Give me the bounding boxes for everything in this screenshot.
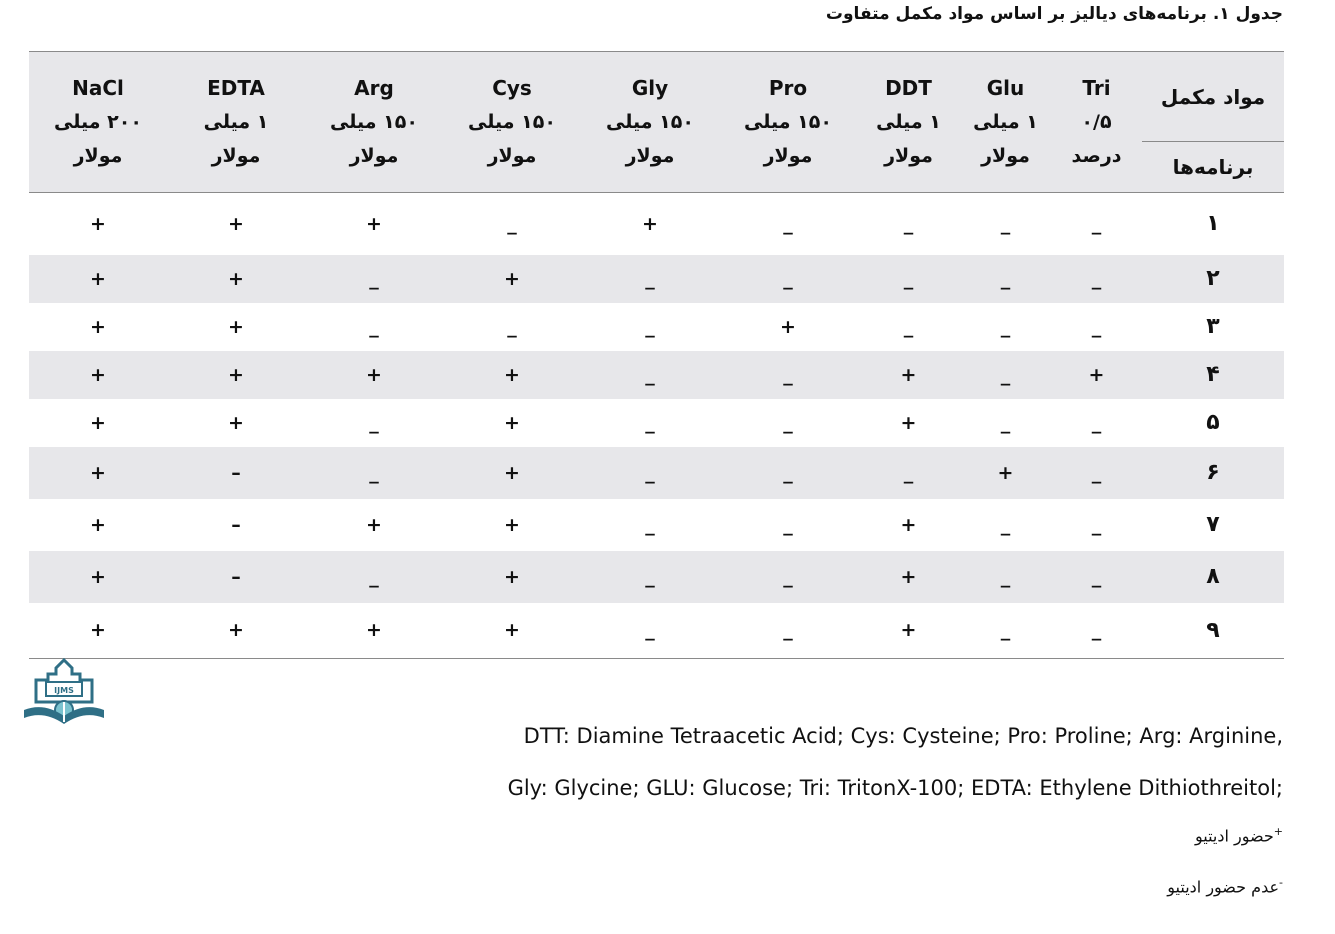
note-minus bbox=[383, 876, 1283, 896]
column-header-glu bbox=[960, 52, 1051, 193]
table-cell: + bbox=[960, 447, 1051, 499]
corner-header bbox=[1142, 52, 1284, 193]
minus-mark: - bbox=[1279, 876, 1283, 889]
table-cell: + bbox=[167, 351, 305, 399]
column-header-tri bbox=[1051, 52, 1142, 193]
table-cell: – bbox=[167, 447, 305, 499]
table-cell: _ bbox=[783, 513, 793, 536]
table-cell: + bbox=[504, 411, 520, 434]
program-number: ۸ bbox=[1142, 551, 1284, 603]
table-row bbox=[29, 193, 1284, 255]
table-cell: + bbox=[29, 447, 167, 499]
table-cell: + bbox=[504, 619, 520, 642]
program-number: ۵ bbox=[1206, 410, 1220, 435]
table-cell: _ bbox=[903, 315, 914, 338]
table-cell: _ bbox=[1091, 411, 1102, 434]
table-cell: + bbox=[900, 619, 917, 642]
column-header-line2: ۰/۵ bbox=[1081, 111, 1112, 133]
column-header-line3: درصد bbox=[1071, 145, 1122, 167]
column-header-name: Glu bbox=[986, 76, 1025, 100]
table-cell: + bbox=[29, 351, 167, 399]
table-cell: _ bbox=[1091, 619, 1102, 642]
column-header-line2: ۱۵۰ میلی bbox=[468, 111, 556, 133]
abbreviations-line-1: DTT: Diamine Tetraacetic Acid; Cys: Cysteine; Pro: Proline; Arg: Arginine, bbox=[523, 724, 1283, 748]
table-cell: _ bbox=[581, 351, 719, 399]
note-plus bbox=[383, 825, 1283, 845]
table-cell: _ bbox=[1000, 513, 1011, 536]
table-cell: _ bbox=[1091, 212, 1102, 235]
program-number: ۶ bbox=[1142, 447, 1284, 499]
table-cell: _ bbox=[719, 551, 857, 603]
table-cell: + bbox=[443, 447, 581, 499]
plus-text: حضور ادیتیو bbox=[1194, 826, 1274, 846]
table-row bbox=[29, 255, 1284, 303]
column-header-pro bbox=[719, 52, 857, 193]
table-cell: + bbox=[90, 513, 106, 536]
column-header-name: Tri bbox=[1082, 76, 1111, 100]
column-header-edta bbox=[167, 52, 305, 193]
table-cell: + bbox=[900, 411, 917, 434]
table-cell: – bbox=[167, 551, 305, 603]
column-header-line2: ۱ میلی bbox=[973, 111, 1038, 133]
table-cell: + bbox=[90, 411, 106, 434]
table-cell: _ bbox=[305, 447, 443, 499]
table-cell: + bbox=[29, 255, 167, 303]
table-cell: + bbox=[443, 255, 581, 303]
table-cell: + bbox=[366, 513, 382, 536]
table-cell: + bbox=[443, 351, 581, 399]
program-number: ۳ bbox=[1206, 314, 1220, 339]
minus-text: عدم حضور ادیتیو bbox=[1167, 877, 1280, 897]
table-caption: جدول ۱. برنامه‌های دیالیز بر اساس مواد مکمل متفاوت bbox=[825, 4, 1283, 24]
table-cell: _ bbox=[1051, 447, 1142, 499]
column-header-line3: مولار bbox=[73, 145, 123, 167]
column-header-line2: ۱۵۰ میلی bbox=[744, 111, 832, 133]
table-cell: – bbox=[231, 513, 241, 536]
program-number: ۷ bbox=[1206, 512, 1220, 537]
table-cell: _ bbox=[1000, 411, 1011, 434]
dialysis-table bbox=[29, 51, 1284, 659]
table-cell: _ bbox=[645, 411, 655, 434]
table-cell: + bbox=[90, 619, 106, 642]
table-cell: + bbox=[504, 513, 520, 536]
table-cell: + bbox=[857, 551, 960, 603]
corner-bottom-label: برنامه‌ها bbox=[1172, 155, 1254, 179]
table-cell: + bbox=[228, 315, 244, 338]
table-row bbox=[29, 447, 1284, 499]
program-number: ۹ bbox=[1206, 617, 1220, 643]
table-cell: + bbox=[90, 212, 106, 235]
table-cell: _ bbox=[1091, 315, 1102, 338]
table-cell: _ bbox=[645, 619, 655, 642]
corner-top-label: مواد مکمل bbox=[1142, 52, 1284, 142]
table-cell: + bbox=[228, 411, 244, 434]
table-cell: + bbox=[780, 315, 796, 338]
program-number: ۲ bbox=[1142, 255, 1284, 303]
table-cell: _ bbox=[719, 351, 857, 399]
table-cell: _ bbox=[581, 447, 719, 499]
column-header-line3: مولار bbox=[763, 145, 813, 167]
column-header-line3: مولار bbox=[884, 145, 933, 167]
table-cell: + bbox=[29, 551, 167, 603]
table-cell: _ bbox=[783, 212, 793, 235]
column-header-ddt bbox=[857, 52, 960, 193]
table-cell: _ bbox=[857, 447, 960, 499]
column-header-line2: ۱ میلی bbox=[203, 111, 269, 133]
table-cell: _ bbox=[960, 351, 1051, 399]
column-header-name: DDT bbox=[885, 76, 932, 100]
table-row bbox=[29, 499, 1284, 551]
table-cell: _ bbox=[857, 255, 960, 303]
column-header-cys bbox=[443, 52, 581, 193]
table-cell: _ bbox=[507, 315, 517, 338]
program-number: ۴ bbox=[1142, 351, 1284, 399]
table-cell: _ bbox=[369, 315, 379, 338]
table-cell: _ bbox=[1051, 551, 1142, 603]
table-row bbox=[29, 603, 1284, 659]
table-cell: _ bbox=[719, 447, 857, 499]
table-cell: + bbox=[857, 351, 960, 399]
column-header-line2: ۱۵۰ میلی bbox=[330, 111, 418, 133]
table-cell: _ bbox=[645, 315, 655, 338]
column-header-arg bbox=[305, 52, 443, 193]
abbreviations-line-2: Gly: Glycine; GLU: Glucose; Tri: TritonX-100; EDTA: Ethylene Dithiothreitol; bbox=[507, 776, 1283, 800]
table-row bbox=[29, 399, 1284, 447]
column-header-name: Pro bbox=[768, 76, 808, 100]
column-header-line2: ۲۰۰ میلی bbox=[54, 111, 142, 133]
table-cell: _ bbox=[369, 411, 379, 434]
table-cell: + bbox=[366, 619, 382, 642]
table-cell: _ bbox=[960, 551, 1051, 603]
table-cell: _ bbox=[783, 619, 793, 642]
table-cell: _ bbox=[1000, 619, 1011, 642]
table-cell: _ bbox=[1000, 212, 1011, 235]
table-cell: + bbox=[1051, 351, 1142, 399]
table-cell: _ bbox=[719, 255, 857, 303]
table-row bbox=[29, 551, 1284, 603]
column-header-name: Gly bbox=[631, 76, 669, 100]
column-header-name: Arg bbox=[354, 76, 394, 100]
column-header-name: EDTA bbox=[207, 76, 265, 100]
table-cell: + bbox=[167, 255, 305, 303]
table-cell: _ bbox=[645, 513, 655, 536]
table-cell: _ bbox=[581, 551, 719, 603]
table-cell: + bbox=[642, 212, 658, 235]
table-cell: _ bbox=[1091, 513, 1102, 536]
table-cell: + bbox=[443, 551, 581, 603]
column-header-line3: مولار bbox=[211, 145, 261, 167]
column-header-nacl bbox=[29, 52, 167, 193]
table-cell: + bbox=[900, 513, 917, 536]
table-cell: + bbox=[228, 619, 244, 642]
table-cell: _ bbox=[903, 212, 914, 235]
column-header-name: NaCl bbox=[72, 76, 124, 100]
table-cell: _ bbox=[1000, 315, 1011, 338]
table-cell: + bbox=[305, 351, 443, 399]
table-cell: + bbox=[228, 212, 244, 235]
column-header-name: Cys bbox=[492, 76, 532, 100]
table-cell: _ bbox=[581, 255, 719, 303]
table-cell: _ bbox=[507, 212, 517, 235]
table-row bbox=[29, 351, 1284, 399]
column-header-line3: مولار bbox=[625, 145, 675, 167]
table-cell: + bbox=[366, 212, 382, 235]
svg-text:IJMS: IJMS bbox=[54, 686, 74, 695]
table-cell: _ bbox=[305, 551, 443, 603]
program-number: ۱ bbox=[1206, 211, 1220, 237]
column-header-line3: مولار bbox=[349, 145, 399, 167]
table-cell: _ bbox=[305, 255, 443, 303]
table-cell: + bbox=[90, 315, 106, 338]
table-cell: _ bbox=[783, 411, 793, 434]
column-header-line3: مولار bbox=[981, 145, 1030, 167]
column-header-gly bbox=[581, 52, 719, 193]
column-header-line3: مولار bbox=[487, 145, 537, 167]
table-row bbox=[29, 303, 1284, 351]
table-cell: _ bbox=[1051, 255, 1142, 303]
column-header-line2: ۱۵۰ میلی bbox=[606, 111, 694, 133]
table-cell: _ bbox=[960, 255, 1051, 303]
journal-logo-icon bbox=[20, 658, 108, 728]
column-header-line2: ۱ میلی bbox=[876, 111, 941, 133]
plus-mark: + bbox=[1273, 825, 1283, 838]
